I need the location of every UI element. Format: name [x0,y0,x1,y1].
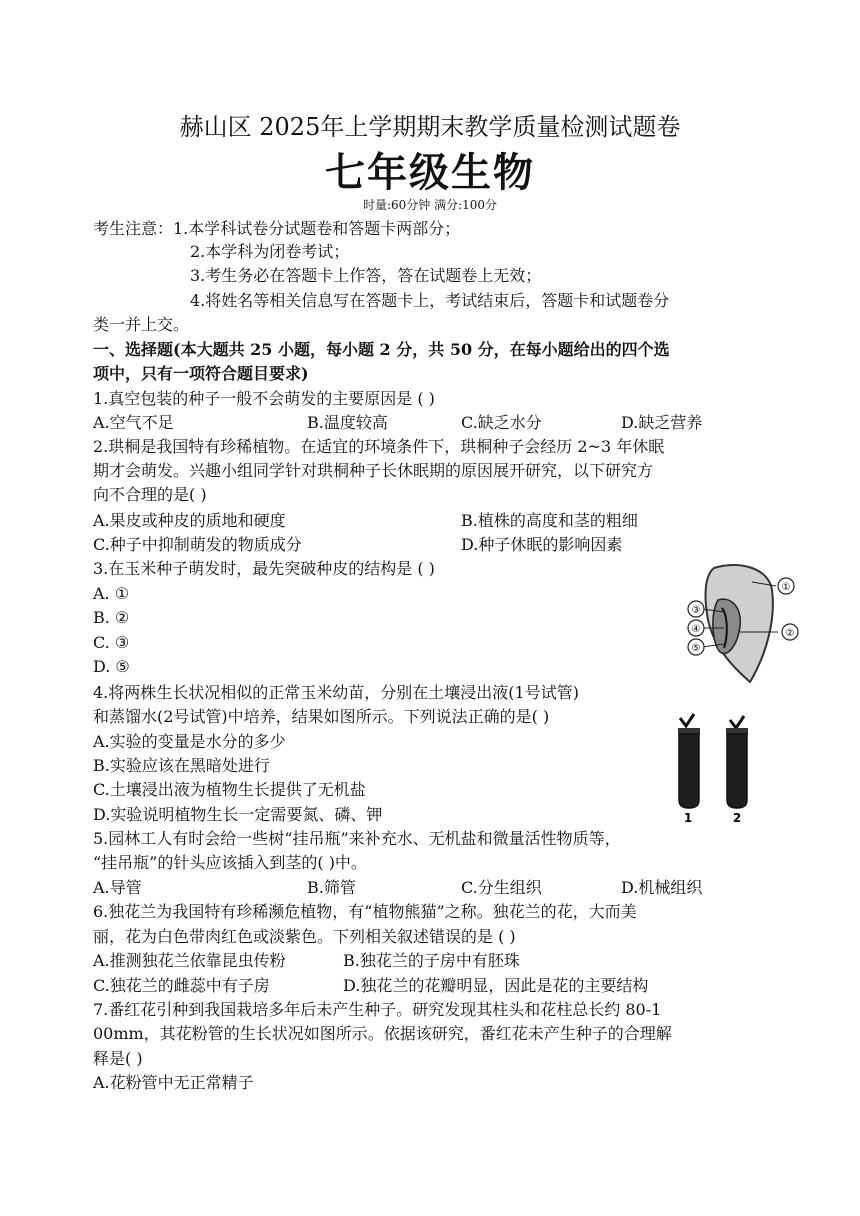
q1-option-b: B.温度较高 [307,413,388,432]
q6-option-d: D.独花兰的花瓣明显，因此是花的主要结构 [343,976,649,995]
q4-option-c: C.土壤浸出液为植物生长提供了无机盐 [93,780,366,799]
exam-title: 赫山区 2025年上学期期末教学质量检测试题卷 [179,113,681,141]
q5-option-c: C.分生组织 [461,878,542,897]
q3-option-b: B. ② [93,608,130,627]
q4-option-d: D.实验说明植物生长一定需要氮、磷、钾 [93,805,383,824]
section-heading: 一、选择题(本大题共 25 小题，每小题 2 分，共 50 分，在每小题给出的四个选 [93,340,670,359]
seed-label-4: ④ [691,624,701,635]
q2-option-a: A.果皮或种皮的质地和硬度 [93,511,286,530]
seed-label-5: ⑤ [691,643,701,654]
q5-option-b: B.筛管 [307,878,356,897]
q5-stem-1: 5.园林工人有时会给一些树“挂吊瓶”来补充水、无机盐和微量活性物质等， [93,829,621,848]
q7-stem-2: 00mm，其花粉管的生长状况如图所示。依据该研究，番红花未产生种子的合理解 [93,1024,672,1043]
subject-title: 七年级生物 [325,149,535,196]
q3-option-a: A. ① [93,584,130,603]
q3-option-c: C. ③ [93,633,130,652]
q5-stem-2: “挂吊瓶”的针头应该插入到茎的( )中。 [93,853,367,872]
q2-option-b: B.植株的高度和茎的粗细 [461,511,638,530]
tube-label-1: 1 [683,811,693,824]
q7-stem-3: 释是( ) [93,1049,143,1068]
q2-option-d: D.种子休眠的影响因素 [461,535,623,554]
notice-line-4-cont: 类一并上交。 [93,315,190,334]
q7-option-a: A.花粉管中无正常精子 [93,1073,254,1092]
q1-stem: 1.真空包装的种子一般不会萌发的主要原因是 ( ) [93,389,435,408]
q2-option-c: C.种子中抑制萌发的物质成分 [93,535,302,554]
q3-stem: 3.在玉米种子萌发时，最先突破种皮的结构是 ( ) [93,559,435,578]
seed-label-1: ① [781,582,791,593]
section-heading-cont: 项中，只有一项符合题目要求) [93,364,309,383]
q4-option-b: B.实验应该在黑暗处进行 [93,756,270,775]
q6-option-c: C.独花兰的雌蕊中有子房 [93,976,270,995]
q6-stem-2: 丽，花为白色带肉红色或淡紫色。下列相关叙述错误的是 ( ) [93,927,516,946]
corn-seed-figure [684,560,804,688]
tube-label-2: 2 [732,811,742,824]
q1-option-d: D.缺乏营养 [621,413,703,432]
time-score-info: 时量:60分钟 满分:100分 [362,198,498,212]
q4-option-a: A.实验的变量是水分的多少 [93,732,286,751]
seed-label-3: ③ [691,605,701,616]
q5-option-a: A.导管 [93,878,142,897]
q6-stem-1: 6.独花兰为我国特有珍稀濒危植物，有“植物熊猫”之称。独花兰的花，大而美 [93,902,637,921]
q2-stem-3: 向不合理的是( ) [93,485,207,504]
notice-line-3: 3.考生务必在答题卡上作答，答在试题卷上无效； [190,266,542,285]
seed-label-2: ② [785,628,795,639]
q1-option-a: A.空气不足 [93,413,174,432]
test-tubes-figure [668,712,768,824]
q2-stem-1: 2.珙桐是我国特有珍稀植物。在适宜的环境条件下，珙桐种子会经历 2~3 年休眠 [93,437,665,456]
q4-stem-2: 和蒸馏水(2号试管)中培养，结果如图所示。下列说法正确的是( ) [93,707,550,726]
q2-stem-2: 期才会萌发。兴趣小组同学针对珙桐种子长休眠期的原因展开研究，以下研究方 [93,461,654,480]
notice-line-1: 考生注意：1.本学科试卷分试题卷和答题卡两部分； [93,219,461,238]
notice-line-2: 2.本学科为闭卷考试； [190,242,350,261]
q6-option-a: A.推测独花兰依靠昆虫传粉 [93,951,286,970]
q6-option-b: B.独花兰的子房中有胚珠 [343,951,520,970]
q1-option-c: C.缺乏水分 [461,413,542,432]
q4-stem-1: 4.将两株生长状况相似的正常玉米幼苗，分别在土壤浸出液(1号试管) [93,683,579,702]
q7-stem-1: 7.番红花引种到我国栽培多年后未产生种子。研究发现其柱头和花柱总长约 80-1 [93,1000,662,1019]
q3-option-d: D. ⑤ [93,657,130,676]
notice-line-4: 4.将姓名等相关信息写在答题卡上，考试结束后，答题卡和试题卷分 [190,291,670,310]
q5-option-d: D.机械组织 [621,878,703,897]
